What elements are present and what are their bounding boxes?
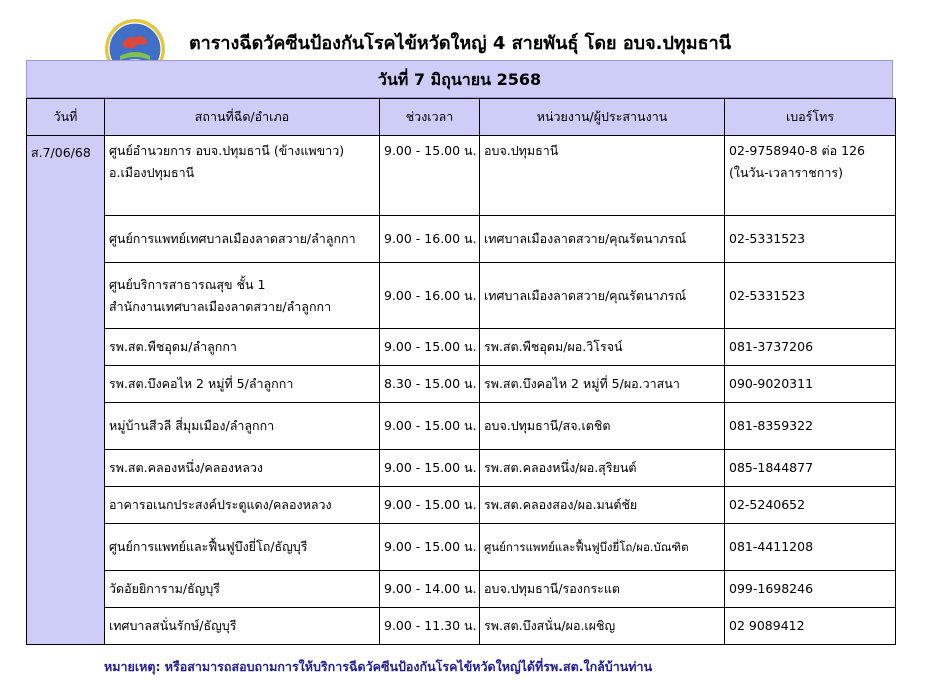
time-range: 9.00 - 15.00 น. xyxy=(380,403,480,450)
phone-number: 081-4411208 xyxy=(725,524,896,571)
date-cell: ส.7/06/68 xyxy=(27,136,105,645)
agency-contact: อบจ.ปทุมธานี/รองกระแต xyxy=(480,571,725,608)
column-header-date: วันที่ xyxy=(27,99,105,136)
time-range: 9.00 - 15.00 น. xyxy=(380,329,480,366)
column-header-place: สถานที่ฉีด/อำเภอ xyxy=(105,99,380,136)
place-district: สำนักงานเทศบาลเมืองลาดสวาย/ลำลูกกา xyxy=(109,298,332,314)
column-header-time: ช่วงเวลา xyxy=(380,99,480,136)
place-name: ศูนย์การแพทย์และฟื้นฟูบึงยี่โถ/ธัญบุรี xyxy=(105,524,380,571)
place-district: อ.เมืองปทุมธานี xyxy=(109,164,195,180)
schedule-date: วันที่ 7 มิถุนายน 2568 xyxy=(26,60,893,98)
phone-number: 02-9758940-8 ต่อ 126 xyxy=(729,143,865,158)
table-row xyxy=(27,450,896,487)
table-row xyxy=(27,487,896,524)
time-range: 8.30 - 15.00 น. xyxy=(380,366,480,403)
footnote: หมายเหตุ: หรือสามารถสอบถามการให้บริการฉีดวัคซีนป้องกันโรคไข้หวัดใหญ่ได้ที่รพ.สต.ใกล้บ้านท่าน xyxy=(104,659,653,674)
phone-number: 099-1698246 xyxy=(725,571,896,608)
schedule-table xyxy=(26,98,896,645)
agency-contact: รพ.สต.พืชอุดม/ผอ.วิโรจน์ xyxy=(480,329,725,366)
time-range: 9.00 - 11.30 น. xyxy=(380,608,480,645)
agency-contact: ศูนย์การแพทย์และฟื้นฟูบึงยี่โถ/ผอ.บัณฑิต xyxy=(480,524,725,571)
agency-contact: เทศบาลเมืองลาดสวาย/คุณรัตนาภรณ์ xyxy=(480,263,725,329)
time-range: 9.00 - 16.00 น. xyxy=(380,263,480,329)
time-range: 9.00 - 14.00 น. xyxy=(380,571,480,608)
phone-note: (ในวัน-เวลาราชการ) xyxy=(729,164,843,180)
place-name: ศูนย์การแพทย์เทศบาลเมืองลาดสวาย/ลำลูกกา xyxy=(105,216,380,263)
column-header-agency: หน่วยงาน/ผู้ประสานงาน xyxy=(480,99,725,136)
table-header-row xyxy=(27,99,896,136)
agency-contact: รพ.สต.บึงสนั่น/ผอ.เผชิญ xyxy=(480,608,725,645)
agency-contact: อบจ.ปทุมธานี xyxy=(480,136,725,216)
phone-number: 02-5240652 xyxy=(725,487,896,524)
column-header-phone: เบอร์โทร xyxy=(725,99,896,136)
table-row xyxy=(27,524,896,571)
time-range: 9.00 - 15.00 น. xyxy=(380,450,480,487)
time-range: 9.00 - 15.00 น. xyxy=(380,524,480,571)
place-name: รพ.สต.บึงคอไห 2 หมู่ที่ 5/ลำลูกกา xyxy=(105,366,380,403)
phone-number: 090-9020311 xyxy=(725,366,896,403)
time-range: 9.00 - 15.00 น. xyxy=(380,136,480,216)
agency-contact: อบจ.ปทุมธานี/สจ.เตชิต xyxy=(480,403,725,450)
table-row xyxy=(27,136,896,216)
place-name: อาคารอเนกประสงค์ประตูแดง/คลองหลวง xyxy=(105,487,380,524)
table-row xyxy=(27,216,896,263)
phone-number: 081-3737206 xyxy=(725,329,896,366)
place-name: วัดอัยยิการาม/ธัญบุรี xyxy=(105,571,380,608)
place-name: ศูนย์บริการสาธารณสุข ชั้น 1 xyxy=(109,276,266,292)
table-row xyxy=(27,571,896,608)
phone-number: 02-5331523 xyxy=(725,263,896,329)
place-name: รพ.สต.คลองหนึ่ง/คลองหลวง xyxy=(105,450,380,487)
phone-number: 02 9089412 xyxy=(725,608,896,645)
phone-number: 085-1844877 xyxy=(725,450,896,487)
table-row xyxy=(27,366,896,403)
place-name: หมู่บ้านสีวลี สี่มุมเมือง/ลำลูกกา xyxy=(105,403,380,450)
table-row xyxy=(27,403,896,450)
agency-contact: รพ.สต.คลองสอง/ผอ.มนต์ชัย xyxy=(480,487,725,524)
table-row xyxy=(27,263,896,329)
phone-number: 081-8359322 xyxy=(725,403,896,450)
time-range: 9.00 - 15.00 น. xyxy=(380,487,480,524)
table-row xyxy=(27,608,896,645)
place-name: ศูนย์อำนวยการ อบจ.ปทุมธานี (ข้างแพขาว) xyxy=(109,143,345,158)
phone-number: 02-5331523 xyxy=(725,216,896,263)
table-row xyxy=(27,329,896,366)
agency-contact: รพ.สต.บึงคอไห 2 หมู่ที่ 5/ผอ.วาสนา xyxy=(480,366,725,403)
page-title: ตารางฉีดวัคซีนป้องกันโรคไข้หวัดใหญ่ 4 สายพันธุ์ โดย อบจ.ปทุมธานี xyxy=(188,33,732,54)
place-name: รพ.สต.พืชอุดม/ลำลูกกา xyxy=(105,329,380,366)
place-name: เทศบาลสนั่นรักษ์/ธัญบุรี xyxy=(105,608,380,645)
agency-contact: เทศบาลเมืองลาดสวาย/คุณรัตนาภรณ์ xyxy=(480,216,725,263)
agency-contact: รพ.สต.คลองหนึ่ง/ผอ.สุริยนต์ xyxy=(480,450,725,487)
time-range: 9.00 - 16.00 น. xyxy=(380,216,480,263)
